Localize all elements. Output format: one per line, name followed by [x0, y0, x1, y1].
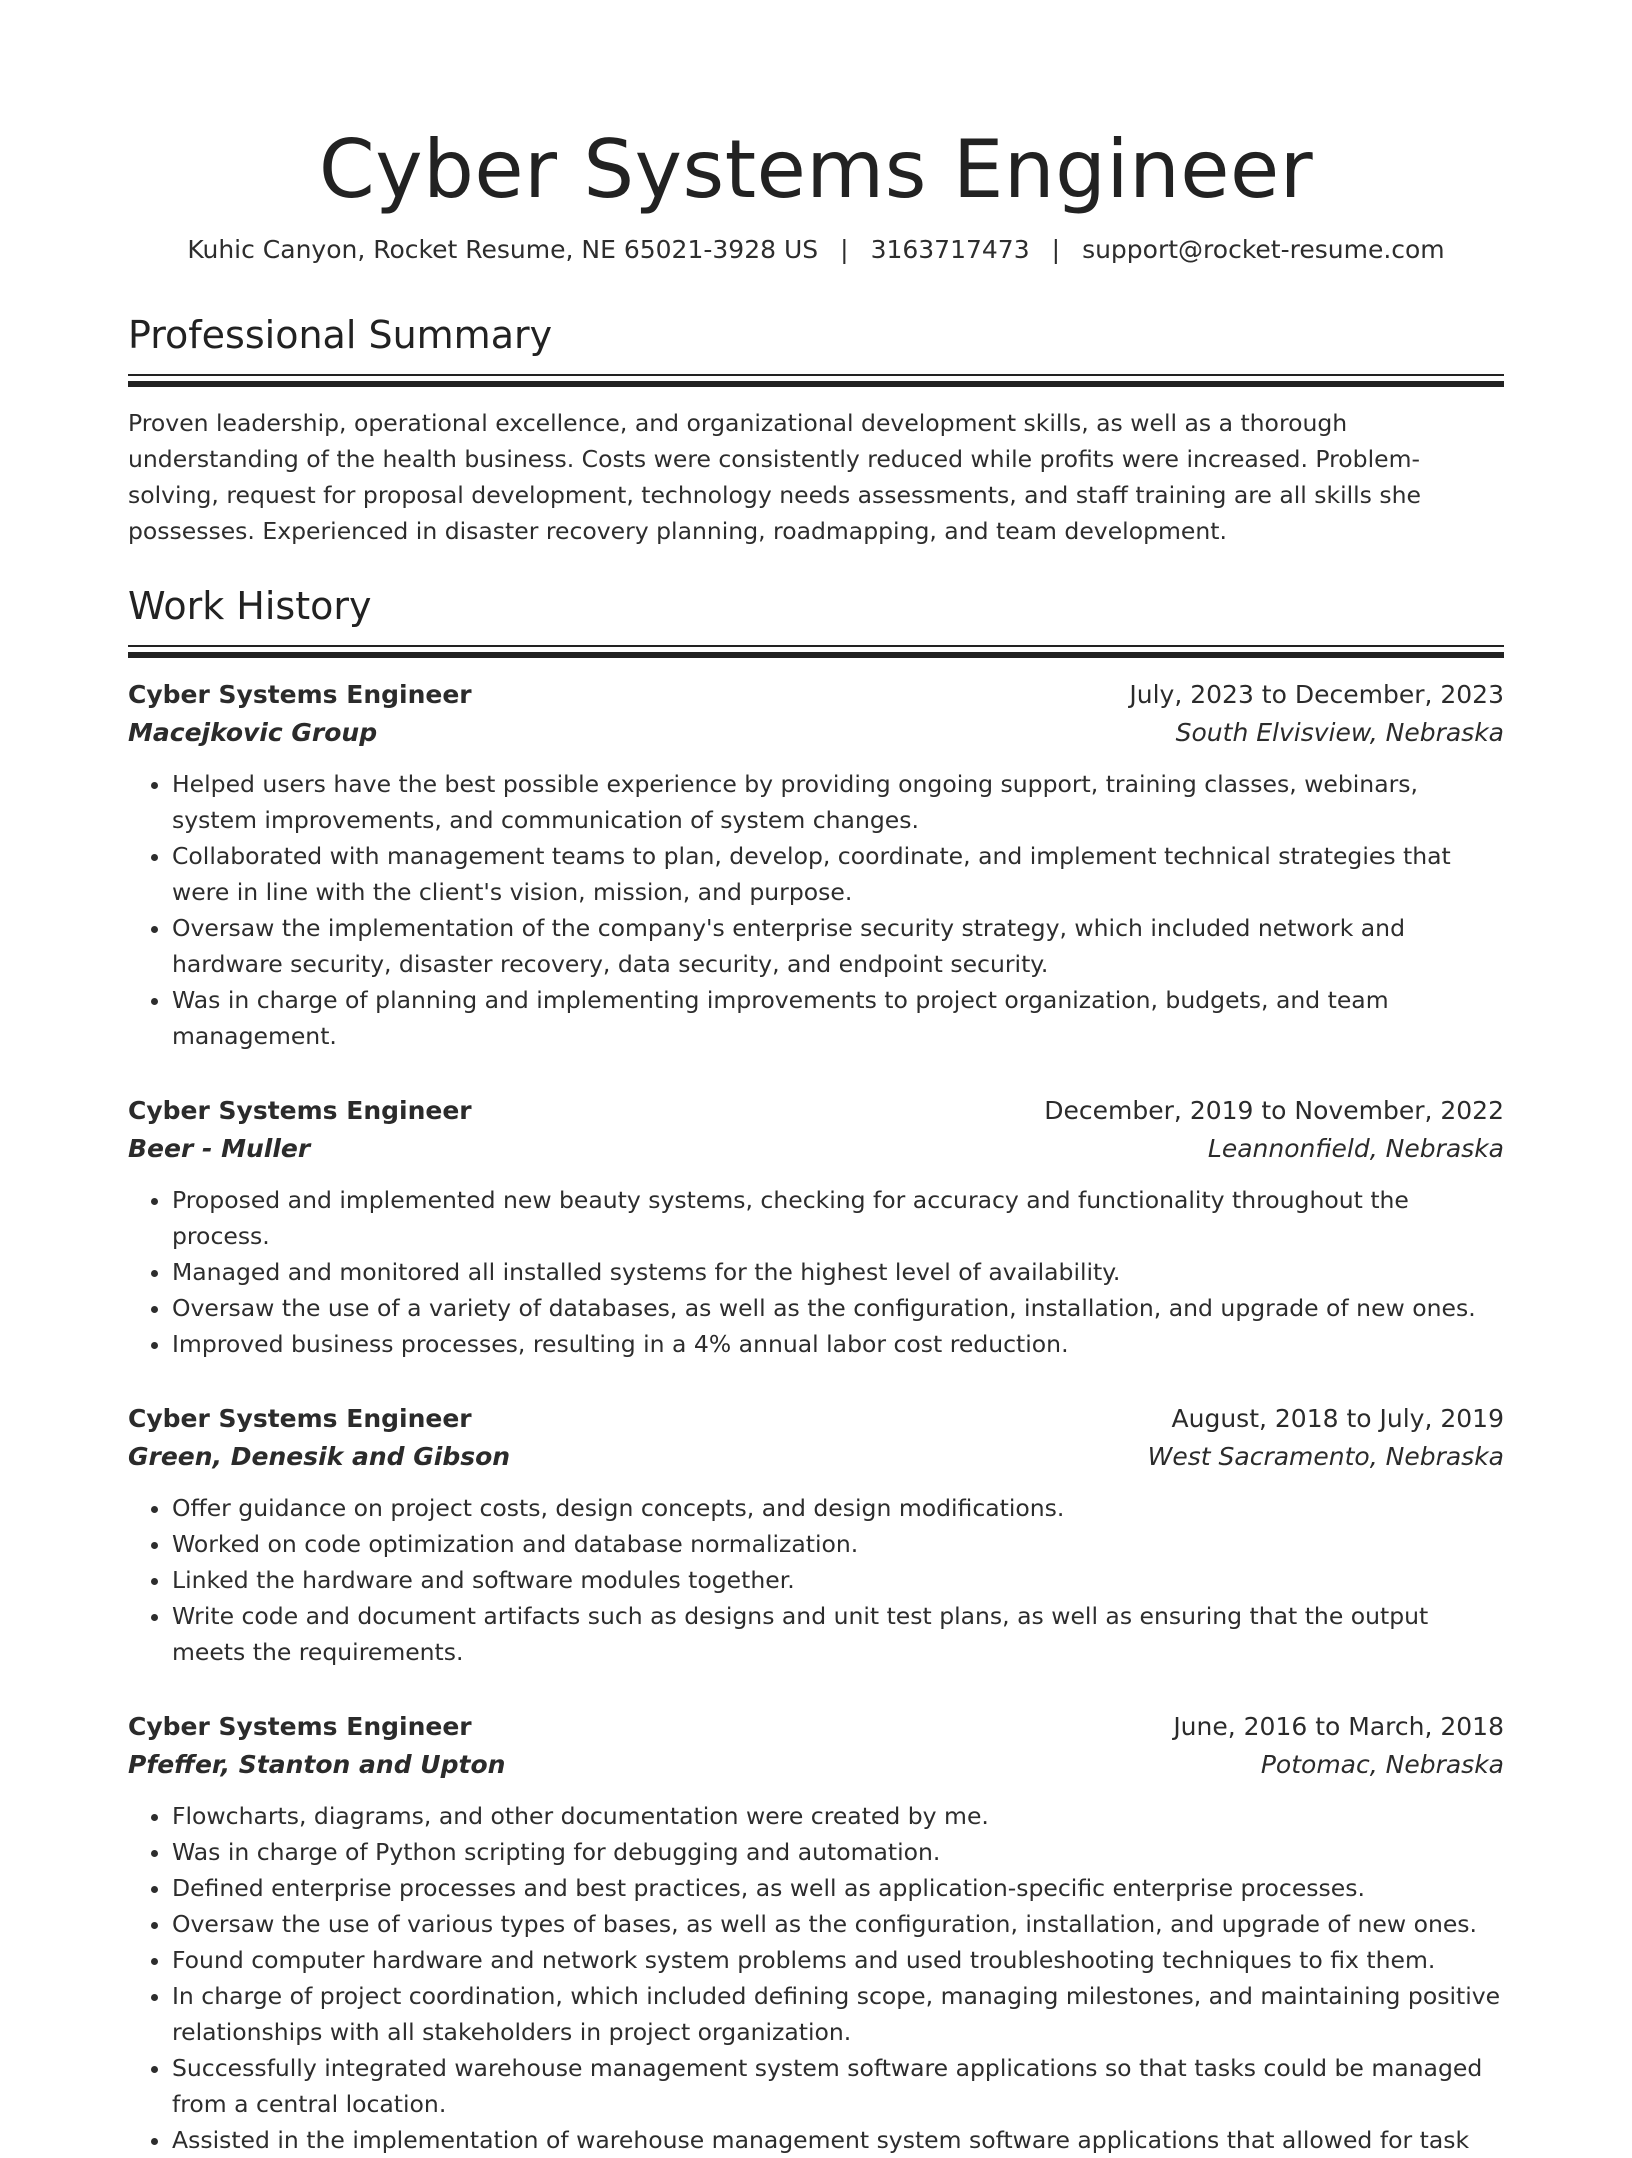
- job-bullet: • Offer guidance on project costs, design concepts, and design modifications.: [172, 1490, 1504, 1526]
- job-bullets: [128, 1490, 1504, 1670]
- job-bullets: [128, 1182, 1504, 1362]
- job-bullet: • Oversaw the implementation of the company's enterprise security strategy, which included network and hardware security, disaster recovery, data security, and endpoint security.: [172, 910, 1504, 982]
- job-company: Macejkovic Group: [128, 718, 378, 747]
- job-company: Pfeffer, Stanton and Upton: [128, 1750, 506, 1779]
- job-title: Cyber Systems Engineer: [128, 1096, 472, 1125]
- summary-text: Proven leadership, operational excellence, and organizational development skills, as well as a thorough understanding of the health business. Costs were consistently reduced while profits were increased. Problem-solving, request for proposal development, technology needs assessments, and staff training are all skills she possesses. Experienced in disaster recovery planning, roadmapping, and team development.: [128, 409, 1421, 545]
- resume-name: Cyber Systems Engineer: [318, 123, 1314, 216]
- job-bullet: • Helped users have the best possible experience by providing ongoing support, training classes, webinars, system improvements, and communication of system changes.: [172, 766, 1504, 838]
- work-history-heading: Work History: [128, 584, 372, 628]
- job-location: West Sacramento, Nebraska: [1147, 1442, 1504, 1471]
- job-bullet: • Proposed and implemented new beauty systems, checking for accuracy and functionality throughout the process.: [172, 1182, 1504, 1254]
- job-bullet: • Flowcharts, diagrams, and other documentation were created by me.: [172, 1798, 1504, 1834]
- job-company: Green, Denesik and Gibson: [128, 1442, 511, 1471]
- job-dates: August, 2018 to July, 2019: [1171, 1404, 1504, 1433]
- job-location: Potomac, Nebraska: [1260, 1750, 1504, 1779]
- job-bullet: • Found computer hardware and network system problems and used troubleshooting techniques to fix them.: [172, 1942, 1504, 1978]
- job-bullet: • Managed and monitored all installed systems for the highest level of availability.: [172, 1254, 1504, 1290]
- job-location: South Elvisview, Nebraska: [1175, 718, 1504, 747]
- job-list: [128, 676, 1504, 2158]
- section-divider: [128, 645, 1504, 658]
- job-bullet: • Was in charge of planning and implementing improvements to project organization, budgets, and team management.: [172, 982, 1504, 1054]
- job-dates: June, 2016 to March, 2018: [1173, 1712, 1504, 1741]
- contact-separator: |: [1051, 235, 1061, 264]
- job-bullets: [128, 1798, 1504, 2158]
- job-dates: July, 2023 to December, 2023: [1129, 680, 1504, 709]
- job-entry: [128, 1400, 1504, 1670]
- job-bullet: • Improved business processes, resulting in a 4% annual labor cost reduction.: [172, 1326, 1504, 1362]
- job-title: Cyber Systems Engineer: [128, 1404, 472, 1433]
- job-bullet: • Was in charge of Python scripting for debugging and automation.: [172, 1834, 1504, 1870]
- job-entry: [128, 1708, 1504, 2158]
- contact-email: support@rocket-resume.com: [1082, 235, 1445, 264]
- job-entry: [128, 676, 1504, 1054]
- contact-separator: |: [840, 235, 849, 264]
- job-bullet: • In charge of project coordination, which included defining scope, managing milestones, and maintaining positive relationships with all stakeholders in project organization.: [172, 1978, 1504, 2050]
- job-bullet: • Oversaw the use of various types of bases, as well as the configuration, installation, and upgrade of new ones.: [172, 1906, 1504, 1942]
- contact-line: [128, 232, 1504, 268]
- job-bullet: • Collaborated with management teams to plan, develop, coordinate, and implement technical strategies that were in line with the client's vision, mission, and purpose.: [172, 838, 1504, 910]
- job-title: Cyber Systems Engineer: [128, 680, 472, 709]
- job-company: Beer - Muller: [128, 1134, 311, 1163]
- job-dates: December, 2019 to November, 2022: [1044, 1096, 1504, 1125]
- summary-heading: Professional Summary: [128, 313, 553, 357]
- job-bullet: • Linked the hardware and software modules together.: [172, 1562, 1504, 1598]
- job-bullet: • Defined enterprise processes and best practices, as well as application-specific enterprise processes.: [172, 1870, 1504, 1906]
- job-bullet: • Assisted in the implementation of warehouse management system software applications that allowed for task: [172, 2122, 1504, 2158]
- job-bullet: • Successfully integrated warehouse management system software applications so that tasks could be managed from a central location.: [172, 2050, 1504, 2122]
- section-divider: [128, 374, 1504, 387]
- job-location: Leannonfield, Nebraska: [1207, 1134, 1504, 1163]
- job-bullet: • Write code and document artifacts such as designs and unit test plans, as well as ensuring that the output meets the requirements.: [172, 1598, 1504, 1670]
- job-entry: [128, 1092, 1504, 1362]
- job-bullets: [128, 766, 1504, 1054]
- contact-phone: 3163717473: [870, 235, 1030, 264]
- contact-address: Kuhic Canyon, Rocket Resume, NE 65021-3928 US: [187, 235, 819, 264]
- job-bullet: • Worked on code optimization and database normalization.: [172, 1526, 1504, 1562]
- job-title: Cyber Systems Engineer: [128, 1712, 472, 1741]
- job-bullet: • Oversaw the use of a variety of databases, as well as the configuration, installation, and upgrade of new ones.: [172, 1290, 1504, 1326]
